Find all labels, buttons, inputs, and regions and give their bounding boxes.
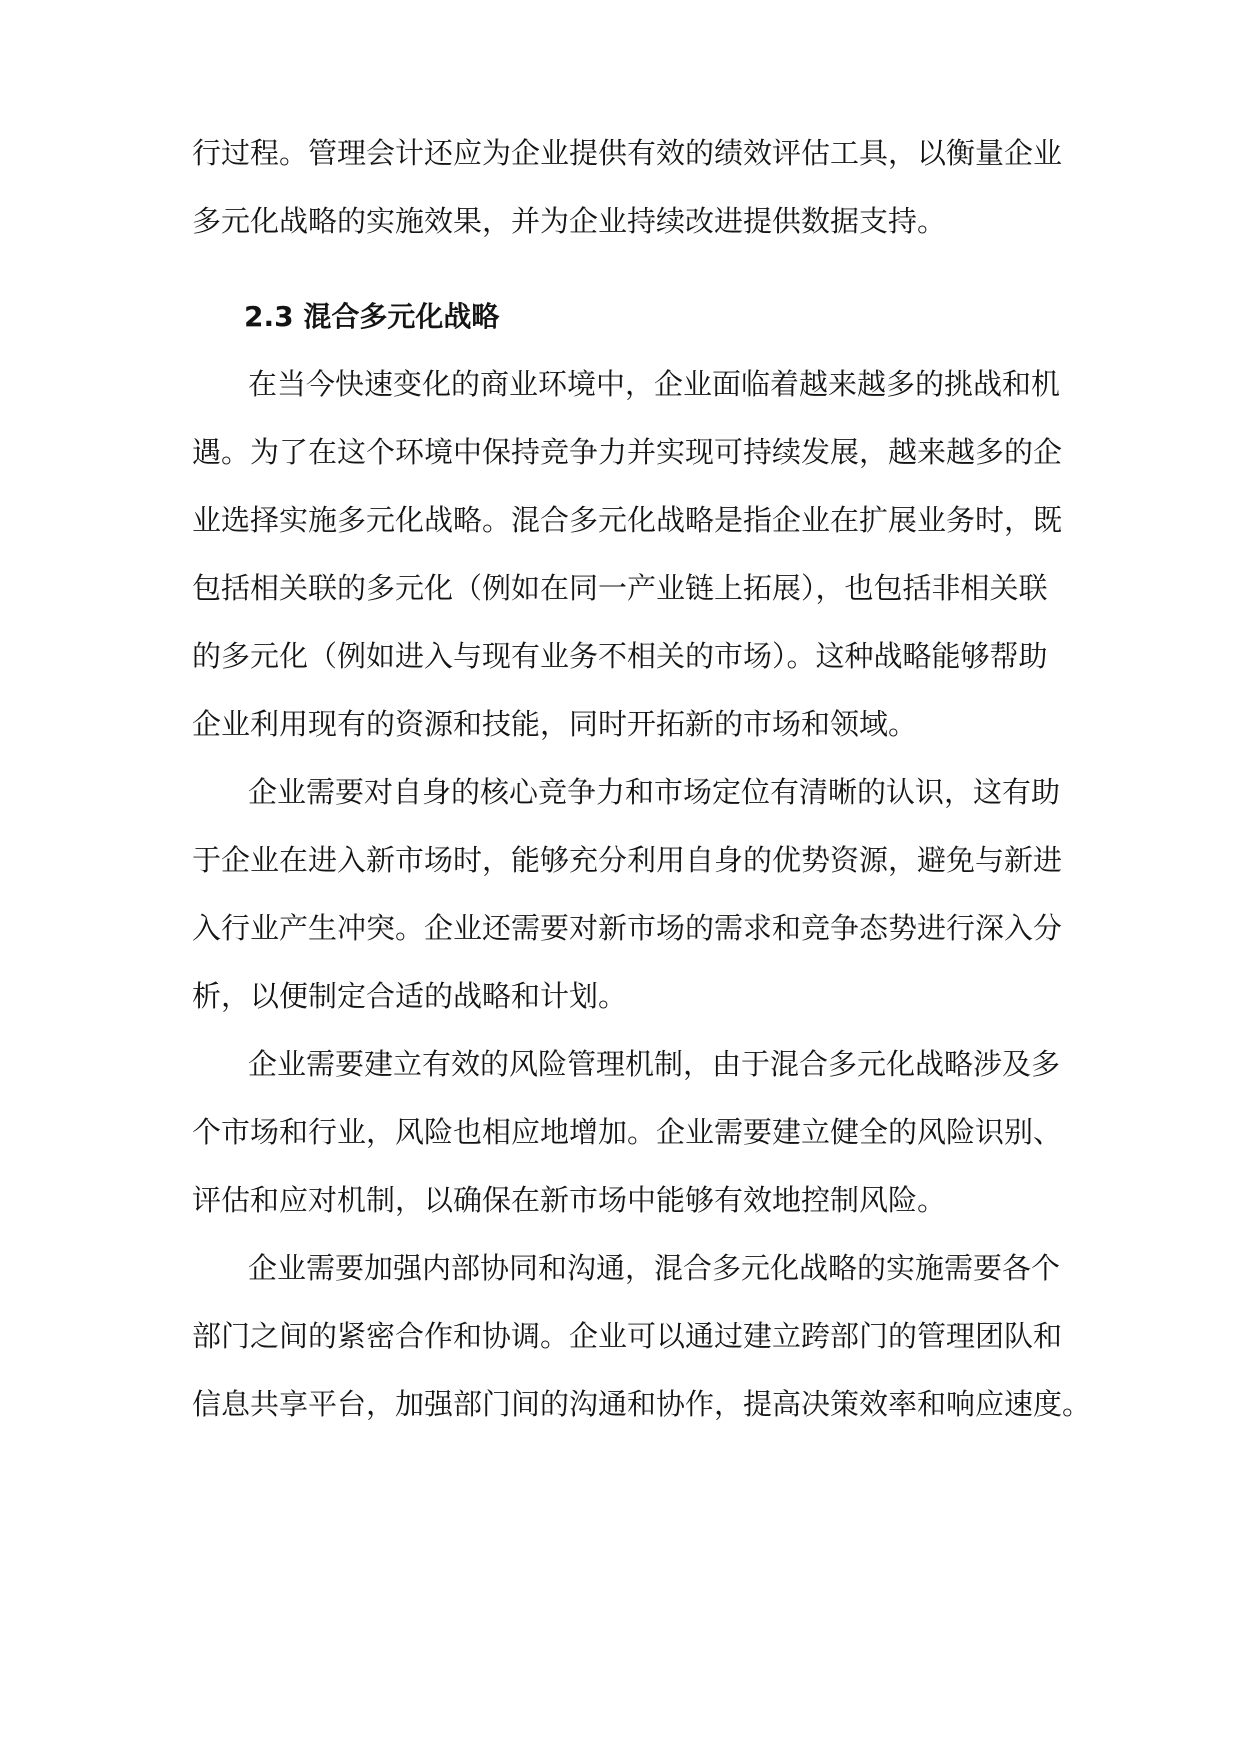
text-line: 析，以便制定合适的战略和计划。: [192, 979, 628, 1013]
text-line: 包括相关联的多元化（例如在同一产业链上拓展），也包括非相关联: [192, 571, 1048, 605]
text-line: 多元化战略的实施效果，并为企业持续改进提供数据支持。: [192, 204, 947, 238]
text-line: 行过程。管理会计还应为企业提供有效的绩效评估工具，以衡量企业: [192, 136, 1063, 170]
text-line: 在当今快速变化的商业环境中，企业面临着越来越多的挑战和机: [248, 367, 1061, 401]
text-line: 企业需要加强内部协同和沟通，混合多元化战略的实施需要各个: [248, 1251, 1061, 1285]
text-line: 企业需要对自身的核心竞争力和市场定位有清晰的认识，这有助: [248, 775, 1061, 809]
text-line: 入行业产生冲突。企业还需要对新市场的需求和竞争态势进行深入分: [192, 911, 1063, 945]
text-line: 信息共享平台，加强部门间的沟通和协作，提高决策效率和响应速度。: [192, 1387, 1092, 1421]
text-line: 部门之间的紧密合作和协调。企业可以通过建立跨部门的管理团队和: [192, 1319, 1063, 1353]
text-line: 遇。为了在这个环境中保持竞争力并实现可持续发展，越来越多的企: [192, 435, 1063, 469]
text-line: 个市场和行业，风险也相应地增加。企业需要建立健全的风险识别、: [192, 1115, 1063, 1149]
text-line: 评估和应对机制，以确保在新市场中能够有效地控制风险。: [192, 1183, 947, 1217]
text-line: 业选择实施多元化战略。混合多元化战略是指企业在扩展业务时，既: [192, 503, 1063, 537]
text-line: 于企业在进入新市场时，能够充分利用自身的优势资源，避免与新进: [192, 843, 1063, 877]
text-line: 企业需要建立有效的风险管理机制，由于混合多元化战略涉及多: [248, 1047, 1061, 1081]
section-heading: 2.3 混合多元化战略: [244, 300, 500, 333]
text-line: 企业利用现有的资源和技能，同时开拓新的市场和领域。: [192, 707, 918, 741]
text-line: 的多元化（例如进入与现有业务不相关的市场）。这种战略能够帮助: [192, 639, 1048, 673]
